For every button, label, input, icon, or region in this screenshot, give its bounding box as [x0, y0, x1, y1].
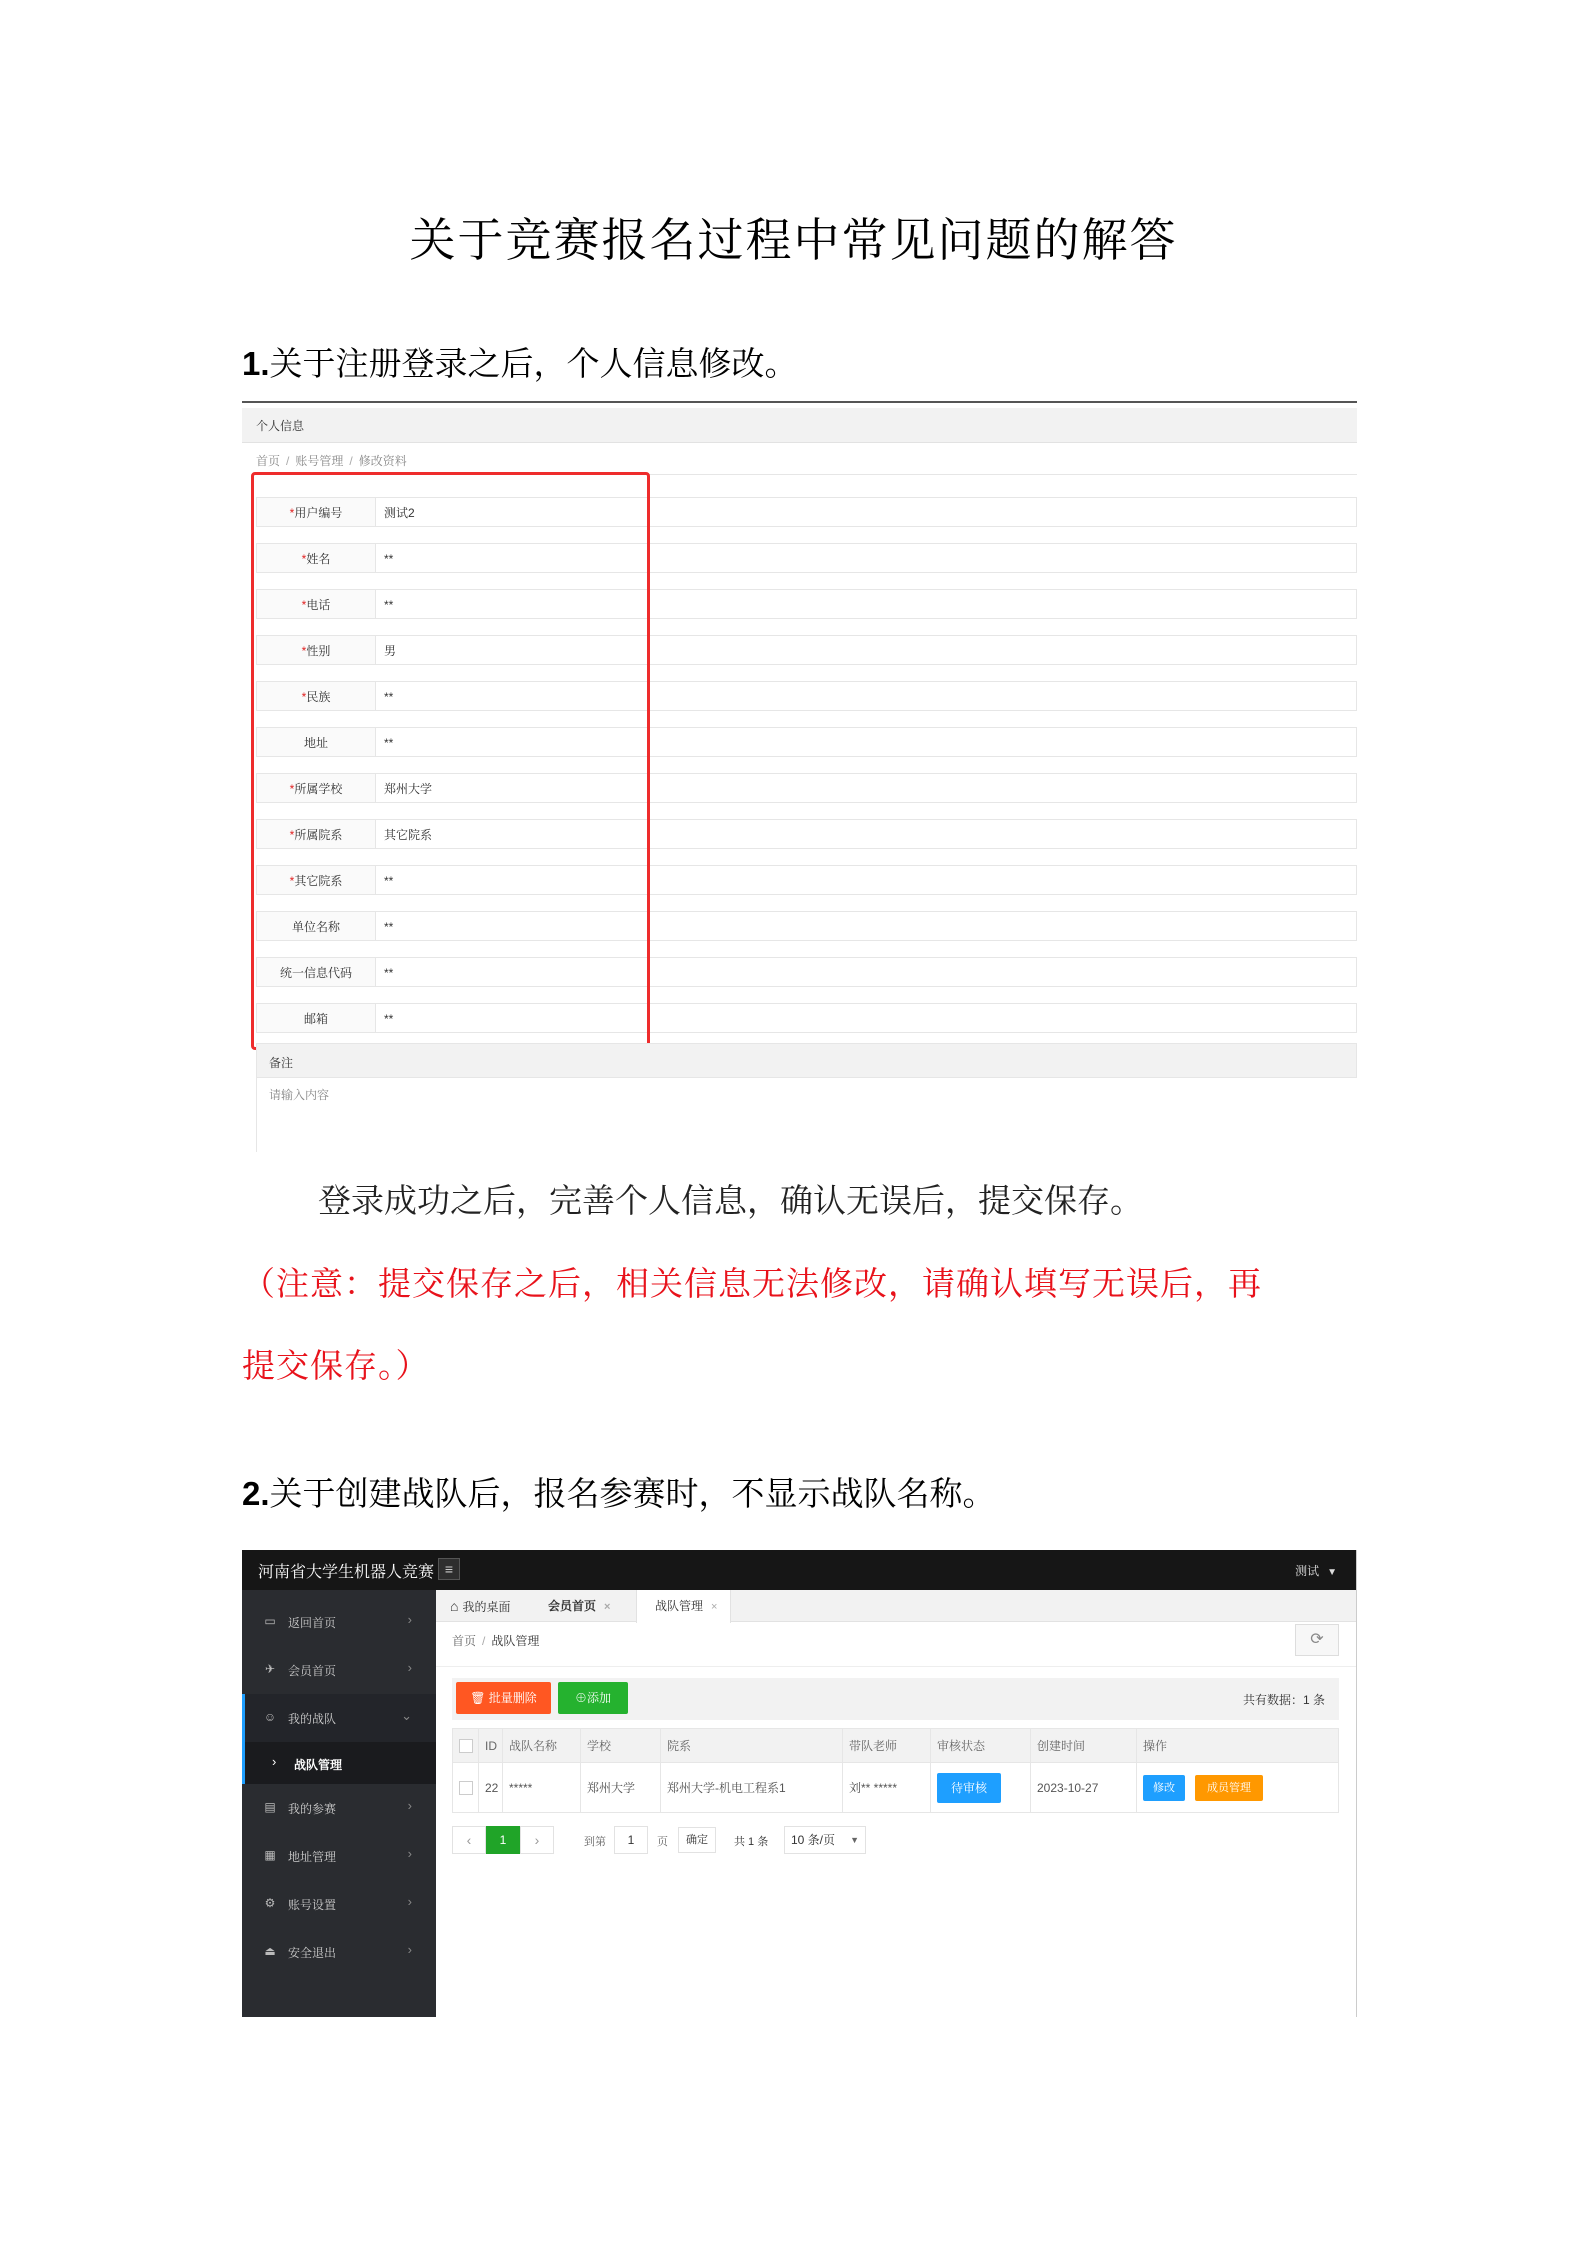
chevron-left-icon[interactable]: ‹ — [452, 1826, 486, 1854]
card-title: 个人信息 — [256, 419, 305, 433]
remark-placeholder: 请输入内容 — [269, 1088, 330, 1102]
home-icon: ⌂ — [450, 1598, 459, 1614]
field-label: 用户编号 — [294, 506, 343, 520]
sidebar-subitem-team-management[interactable] — [242, 1742, 436, 1784]
section-1-heading — [242, 338, 798, 385]
column-header: 战队名称 — [503, 1729, 581, 1763]
logout-icon: ⏏ — [264, 1944, 276, 1958]
total-records: 共 1 条 — [734, 1836, 769, 1848]
chevron-right-icon: › — [407, 1942, 412, 1957]
profile-form-screenshot — [242, 400, 1357, 1152]
goto-page-input[interactable]: 1 — [614, 1826, 648, 1854]
column-header: 创建时间 — [1031, 1729, 1137, 1763]
field-label: 统一信息代码 — [279, 966, 352, 980]
sidebar-item-home[interactable] — [242, 1598, 436, 1646]
credit-code-field[interactable]: ** — [376, 957, 1357, 987]
caret-down-icon: ▼ — [1327, 1567, 1337, 1578]
warning-note-line-1: （注意：提交保存之后，相关信息无法修改，请确认填写无误后，再 — [242, 1264, 1262, 1303]
chevron-right-icon: › — [272, 1754, 277, 1769]
required-mark: * — [289, 506, 295, 520]
member-management-button[interactable]: 成员管理 — [1195, 1775, 1263, 1801]
breadcrumb-home[interactable]: 首页 — [452, 1634, 477, 1648]
page-word: 页 — [657, 1836, 668, 1848]
user-icon: ☺ — [263, 1710, 277, 1724]
document-icon: ▤ — [264, 1800, 276, 1814]
top-bar — [242, 1550, 1357, 1590]
address-icon: ▦ — [264, 1848, 276, 1862]
divider — [242, 401, 1357, 403]
sidebar-item-label: 安全退出 — [288, 1946, 337, 1960]
team-management-screenshot — [242, 1550, 1357, 2017]
toolbar — [452, 1678, 1339, 1720]
app-title: 河南省大学生机器人竞赛 — [258, 1564, 435, 1581]
user-name: 测试 — [1295, 1564, 1320, 1578]
department-field[interactable]: 其它院系 — [376, 819, 1357, 849]
trash-icon: 🗑 — [470, 1691, 489, 1705]
field-label: 单位名称 — [291, 920, 340, 934]
required-mark: * — [289, 782, 295, 796]
sidebar-item-logout[interactable] — [242, 1928, 436, 1976]
page-size-select[interactable]: 10 条/页 ▼ — [784, 1826, 866, 1854]
field-label: 地址 — [303, 736, 328, 750]
page-button-current[interactable]: 1 — [486, 1826, 520, 1854]
chevron-right-icon: › — [407, 1612, 412, 1627]
divider — [436, 1666, 1357, 1667]
sidebar-item-label: 我的参赛 — [288, 1802, 337, 1816]
breadcrumb-home[interactable]: 首页 — [256, 454, 281, 468]
gender-field[interactable]: 男 — [376, 635, 1357, 665]
tab-member-home[interactable]: 会员首页 × — [548, 1599, 611, 1613]
close-icon[interactable]: × — [711, 1601, 718, 1613]
section-title: 关于注册登录之后，个人信息修改。 — [269, 344, 798, 383]
highlight-box — [251, 472, 650, 1050]
table-header-row — [453, 1729, 1339, 1763]
required-mark: * — [301, 644, 307, 658]
field-label: 民族 — [306, 690, 331, 704]
required-mark: * — [289, 828, 295, 842]
column-header: 带队老师 — [843, 1729, 931, 1763]
breadcrumb-account[interactable]: 账号管理 — [295, 454, 344, 468]
refresh-icon[interactable]: ⟳ — [1295, 1624, 1339, 1656]
select-all-cell — [453, 1729, 479, 1763]
breadcrumb-current: 修改资料 — [358, 454, 407, 468]
hamburger-icon[interactable]: ≡ — [438, 1558, 460, 1580]
tab-team-management[interactable]: 战队管理 × — [636, 1590, 731, 1623]
cell-id: 22 — [479, 1763, 503, 1813]
sidebar-item-member-home[interactable] — [242, 1646, 436, 1694]
goto-label: 到第 — [584, 1836, 606, 1848]
chevron-right-icon: › — [407, 1846, 412, 1861]
required-mark: * — [301, 552, 307, 566]
tab-bar — [436, 1590, 1357, 1622]
cell-created: 2023-10-27 — [1031, 1763, 1137, 1813]
caret-down-icon: ▼ — [850, 1835, 859, 1845]
edit-button[interactable]: 修改 — [1143, 1775, 1185, 1801]
column-header: ID — [479, 1729, 503, 1763]
chevron-right-icon[interactable]: › — [520, 1826, 554, 1854]
ethnicity-field[interactable]: ** — [376, 681, 1357, 711]
required-mark: * — [289, 874, 295, 888]
section-title: 关于创建战队后，报名参赛时，不显示战队名称。 — [269, 1474, 996, 1513]
cell-department: 郑州大学-机电工程系1 — [661, 1763, 843, 1813]
chevron-right-icon: › — [407, 1894, 412, 1909]
section-number: 2. — [242, 1475, 270, 1512]
tab-desktop[interactable]: ⌂ 我的桌面 — [450, 1598, 511, 1614]
sidebar-item-label: 战队管理 — [294, 1758, 343, 1772]
phone-field[interactable]: ** — [376, 589, 1357, 619]
sidebar-item-label: 我的战队 — [288, 1712, 337, 1726]
column-header: 审核状态 — [931, 1729, 1031, 1763]
remark-header — [256, 1043, 1357, 1078]
field-label: 其它院系 — [294, 874, 343, 888]
cell-teacher: 刘** ***** — [843, 1763, 931, 1813]
batch-delete-button[interactable]: 🗑 批量删除 — [456, 1682, 551, 1714]
document-title: 关于竞赛报名过程中常见问题的解答 — [409, 213, 1178, 267]
sidebar-item-label: 会员首页 — [288, 1664, 337, 1678]
section-number: 1. — [242, 345, 270, 382]
close-icon[interactable]: × — [604, 1601, 611, 1613]
sidebar-item-my-team[interactable] — [242, 1694, 436, 1742]
column-header: 院系 — [661, 1729, 843, 1763]
remark-label: 备注 — [269, 1056, 294, 1070]
chevron-down-icon: ⌄ — [401, 1708, 412, 1723]
breadcrumb: 首页 / 账号管理 / 修改资料 — [256, 454, 407, 468]
sidebar-item-label: 账号设置 — [288, 1898, 337, 1912]
gear-icon: ⚙ — [264, 1896, 276, 1910]
main-content — [436, 1590, 1357, 2017]
send-icon: ✈ — [264, 1662, 276, 1676]
field-label: 所属院系 — [294, 828, 343, 842]
inbox-icon: ▭ — [264, 1614, 276, 1628]
breadcrumb: 首页 / 战队管理 — [452, 1634, 540, 1648]
field-label: 邮箱 — [303, 1012, 328, 1026]
required-mark: * — [301, 690, 307, 704]
field-label: 性别 — [306, 644, 331, 658]
field-label: 所属学校 — [294, 782, 343, 796]
sidebar-item-label: 返回首页 — [288, 1616, 337, 1630]
remark-textarea[interactable] — [256, 1078, 1357, 1152]
required-mark: * — [301, 598, 307, 612]
name-field[interactable]: ** — [376, 543, 1357, 573]
column-header: 操作 — [1137, 1729, 1339, 1763]
status-badge[interactable]: 待审核 — [937, 1773, 1001, 1803]
row-checkbox[interactable] — [459, 1781, 473, 1795]
instruction-paragraph: 登录成功之后，完善个人信息，确认无误后，提交保存。 — [318, 1181, 1143, 1220]
confirm-button[interactable]: 确定 — [678, 1827, 716, 1853]
sidebar-item-my-competitions[interactable] — [242, 1784, 436, 1832]
column-header: 学校 — [581, 1729, 661, 1763]
chevron-right-icon: › — [407, 1660, 412, 1675]
sidebar-item-account-settings[interactable] — [242, 1880, 436, 1928]
sidebar — [242, 1590, 436, 2017]
other-department-field[interactable]: ** — [376, 865, 1357, 895]
cell-school: 郑州大学 — [581, 1763, 661, 1813]
address-field[interactable]: ** — [376, 727, 1357, 757]
team-table — [452, 1728, 1339, 1813]
plus-circle-icon: ⊕ — [574, 1691, 587, 1705]
card-header — [242, 408, 1357, 443]
cell-team-name: ***** — [503, 1763, 581, 1813]
add-button[interactable]: ⊕添加 — [558, 1682, 628, 1714]
org-name-field[interactable]: ** — [376, 911, 1357, 941]
chevron-right-icon: › — [407, 1798, 412, 1813]
table-row — [453, 1763, 1339, 1813]
warning-note-line-2: 提交保存。） — [242, 1346, 430, 1385]
field-label: 电话 — [306, 598, 331, 612]
total-count: 共有数据：1 条 — [1242, 1693, 1325, 1707]
user-menu[interactable] — [1295, 1562, 1337, 1579]
select-all-checkbox[interactable] — [459, 1739, 473, 1753]
section-2-heading — [242, 1468, 996, 1515]
breadcrumb-current: 战队管理 — [491, 1634, 540, 1648]
field-label: 姓名 — [306, 552, 331, 566]
sidebar-item-label: 地址管理 — [288, 1850, 337, 1864]
sidebar-item-address[interactable] — [242, 1832, 436, 1880]
user-id-field[interactable]: 测试2 — [376, 497, 1357, 527]
school-field[interactable]: 郑州大学 — [376, 773, 1357, 803]
email-field[interactable]: ** — [376, 1003, 1357, 1033]
